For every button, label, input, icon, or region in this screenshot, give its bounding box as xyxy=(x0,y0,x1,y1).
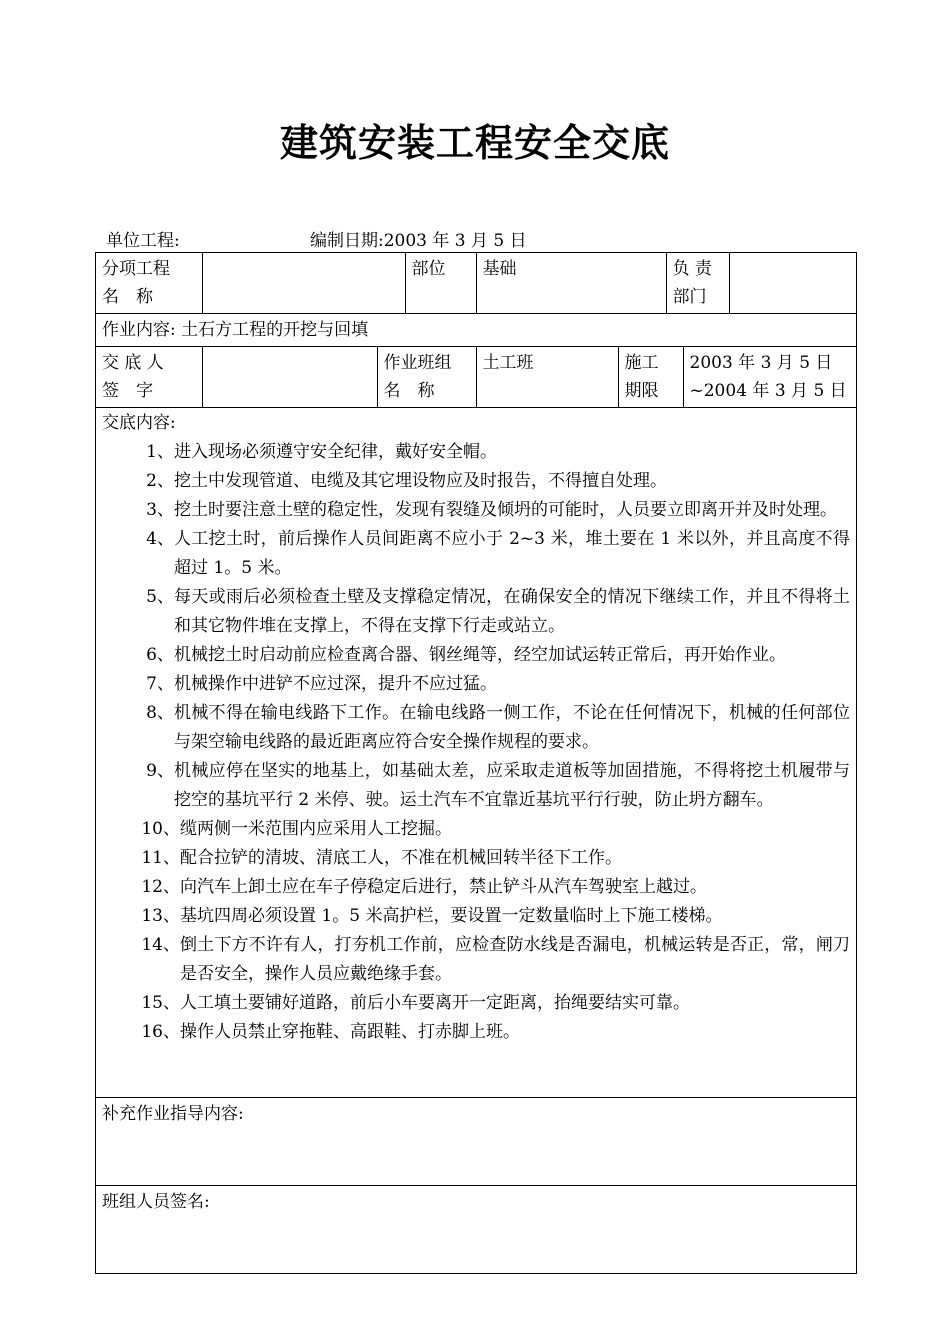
briefing-item-number: 12、 xyxy=(141,877,180,897)
dept-label: 负 责 部门 xyxy=(666,253,729,313)
briefing-item xyxy=(102,525,850,583)
period-value[interactable]: 2003 年 3 月 5 日 ~2004 年 3 月 5 日 xyxy=(689,353,847,401)
signature-label: 班组人员签名: xyxy=(102,1192,210,1212)
team-value[interactable]: 土工班 xyxy=(476,347,618,407)
briefing-item-number: 3、 xyxy=(146,500,174,520)
team-label: 作业班组 名 称 xyxy=(377,347,476,407)
briefing-item xyxy=(102,902,850,931)
supplement-label: 补充作业指导内容: xyxy=(102,1104,244,1124)
briefing-item xyxy=(102,844,850,873)
briefing-content xyxy=(96,408,857,1098)
briefing-item-text: 操作人员禁止穿拖鞋、高跟鞋、打赤脚上班。 xyxy=(180,1022,520,1042)
sub-project-value[interactable] xyxy=(202,253,405,313)
briefing-item-text: 挖土中发现管道、电缆及其它埋设物应及时报告，不得擅自处理。 xyxy=(174,471,667,491)
briefing-item-list xyxy=(102,438,850,1047)
briefing-item xyxy=(102,873,850,902)
briefing-item-text: 倒土下方不许有人，打夯机工作前，应检查防水线是否漏电，机械运转是否正，常，闸刀是否安全，操作人员应戴绝缘手套。 xyxy=(180,935,850,984)
briefing-item-text: 机械挖土时启动前应检查离合器、钢丝绳等，经空加试运转正常后，再开始作业。 xyxy=(174,645,786,665)
briefing-item-text: 挖土时要注意土壁的稳定性，发现有裂缝及倾坍的可能时，人员要立即离开并及时处理。 xyxy=(174,500,837,520)
briefing-content-heading: 交底内容: xyxy=(102,413,176,433)
briefing-item-number: 15、 xyxy=(141,993,180,1013)
briefing-item-number: 2、 xyxy=(146,471,174,491)
briefing-item-number: 6、 xyxy=(146,645,174,665)
briefing-item xyxy=(102,699,850,757)
safety-briefing-table xyxy=(95,252,857,1274)
briefing-item-text: 缆两侧一米范围内应采用人工挖掘。 xyxy=(180,819,452,839)
briefing-item-number: 1、 xyxy=(146,442,174,462)
briefing-item-number: 11、 xyxy=(141,848,180,868)
part-label: 部位 xyxy=(405,253,476,313)
briefer-signature[interactable] xyxy=(202,347,377,407)
briefing-item-text: 机械不得在输电线路下工作。在输电线路一侧工作，不论在任何情况下，机械的任何部位与架空输电线路的最近距离应符合安全操作规程的要求。 xyxy=(174,703,850,752)
briefing-item-text: 人工挖土时，前后操作人员间距离不应小于 2~3 米，堆土要在 1 米以外，并且高度不得超过 1。5 米。 xyxy=(174,529,850,578)
briefing-item-number: 10、 xyxy=(141,819,180,839)
briefing-item xyxy=(102,583,850,641)
briefing-item-text: 人工填土要铺好道路，前后小车要离开一定距离，抬绳要结实可靠。 xyxy=(180,993,690,1013)
briefing-item-text: 向汽车上卸土应在车子停稳定后进行，禁止铲斗从汽车驾驶室上越过。 xyxy=(180,877,707,897)
briefing-item-text: 机械操作中进铲不应过深，提升不应过猛。 xyxy=(174,674,497,694)
briefing-item-text: 每天或雨后必须检查土壁及支撑稳定情况，在确保安全的情况下继续工作，并且不得将土和其它物件堆在支撑上，不得在支撑下行走或站立。 xyxy=(174,587,850,636)
briefing-item-number: 8、 xyxy=(146,703,174,723)
briefing-item xyxy=(102,815,850,844)
supplement-section[interactable] xyxy=(96,1098,857,1186)
briefing-item-number: 4、 xyxy=(146,529,174,549)
briefing-item-text: 机械应停在坚实的地基上，如基础太差，应采取走道板等加固措施，不得将挖土机履带与挖空的基坑平行 2 米停、驶。运土汽车不宜靠近基坑平行行驶，防止坍方翻车。 xyxy=(174,761,850,810)
document-title: 建筑安装工程安全交底 xyxy=(279,120,670,165)
dept-value[interactable] xyxy=(729,253,857,313)
briefing-item-text: 配合拉铲的清坡、清底工人，不准在机械回转半径下工作。 xyxy=(180,848,622,868)
briefing-item-number: 13、 xyxy=(141,906,180,926)
briefing-item xyxy=(102,989,850,1018)
briefing-item-number: 5、 xyxy=(146,587,174,607)
briefing-item-number: 9、 xyxy=(146,761,174,781)
briefing-item xyxy=(102,670,850,699)
period-label: 施工 期限 xyxy=(618,347,683,407)
briefing-item-text: 进入现场必须遵守安全纪律，戴好安全帽。 xyxy=(174,442,497,462)
sub-project-label: 分项工程 名 称 xyxy=(96,253,202,313)
briefing-item xyxy=(102,1018,850,1047)
briefing-item xyxy=(102,641,850,670)
work-content: 作业内容: 土石方工程的开挖与回填 xyxy=(96,314,857,347)
briefing-item xyxy=(102,757,850,815)
unit-project-label: 单位工程: xyxy=(106,231,180,251)
briefing-item-number: 16、 xyxy=(141,1022,180,1042)
briefing-item xyxy=(102,467,850,496)
briefing-item xyxy=(102,931,850,989)
briefing-item xyxy=(102,438,850,467)
signature-section[interactable] xyxy=(96,1186,857,1274)
briefing-item xyxy=(102,496,850,525)
briefing-item-number: 14、 xyxy=(141,935,180,955)
briefing-item-text: 基坑四周必须设置 1。5 米高护栏，要设置一定数量临时上下施工楼梯。 xyxy=(180,906,723,926)
part-value[interactable]: 基础 xyxy=(476,253,666,313)
compile-date: 编制日期:2003 年 3 月 5 日 xyxy=(310,231,527,251)
briefing-item-number: 7、 xyxy=(146,674,174,694)
briefer-label: 交 底 人 签 字 xyxy=(96,347,202,407)
